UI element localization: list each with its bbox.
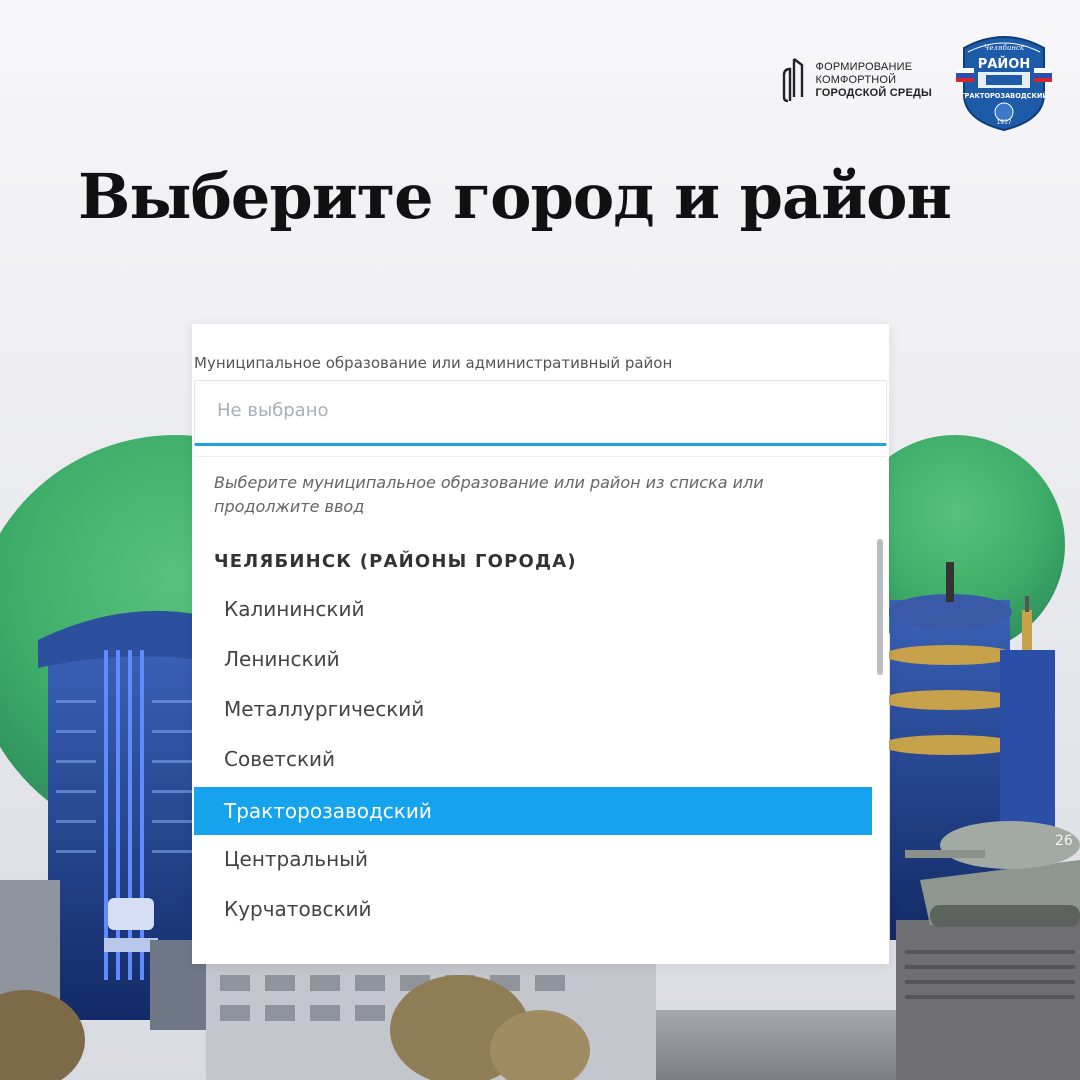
district-search-input[interactable] bbox=[215, 399, 859, 422]
brand-line-1: ФОРМИРОВАНИЕ bbox=[815, 60, 913, 73]
district-field-label: Муниципальное образование или административный район bbox=[194, 354, 673, 372]
option-traktorozavodsky[interactable]: Тракторозаводский bbox=[194, 787, 872, 835]
komfort-brand bbox=[780, 57, 933, 103]
option-leninsky[interactable]: Ленинский bbox=[224, 647, 340, 671]
brand-line-3: ГОРОДСКОЙ СРЕДЫ bbox=[815, 86, 932, 99]
option-metallurgichesky[interactable]: Металлургический bbox=[224, 697, 425, 721]
seal-subtitle: ТРАКТОРОЗАВОДСКИЙ bbox=[960, 92, 1048, 100]
page-title: Выберите город и район bbox=[78, 160, 951, 233]
option-kalininsky[interactable]: Калининский bbox=[224, 597, 365, 621]
seal-year: 1937 bbox=[996, 119, 1012, 126]
district-dropdown-list bbox=[194, 456, 887, 963]
dropdown-hint: Выберите муниципальное образование или район из списка или продолжите ввод bbox=[214, 473, 764, 516]
tank-number: 26 bbox=[1055, 833, 1073, 849]
city-environment-logo-icon bbox=[780, 57, 806, 103]
option-sovetsky[interactable]: Советский bbox=[224, 747, 336, 771]
option-kurchatovsky[interactable]: Курчатовский bbox=[224, 897, 372, 921]
district-seal bbox=[956, 28, 1052, 132]
dropdown-scrollbar[interactable] bbox=[877, 539, 883, 675]
district-select-field[interactable] bbox=[194, 380, 887, 446]
group-header-chelyabinsk: ЧЕЛЯБИНСК (РАЙОНЫ ГОРОДА) bbox=[214, 551, 577, 572]
option-tsentralny[interactable]: Центральный bbox=[224, 847, 368, 871]
seal-title: РАЙОН bbox=[977, 57, 1031, 72]
brand-line-2: КОМФОРТНОЙ bbox=[815, 73, 897, 86]
header-logos bbox=[780, 28, 1053, 132]
district-select-panel bbox=[192, 324, 889, 964]
seal-top-text: Челябинск bbox=[983, 44, 1025, 52]
